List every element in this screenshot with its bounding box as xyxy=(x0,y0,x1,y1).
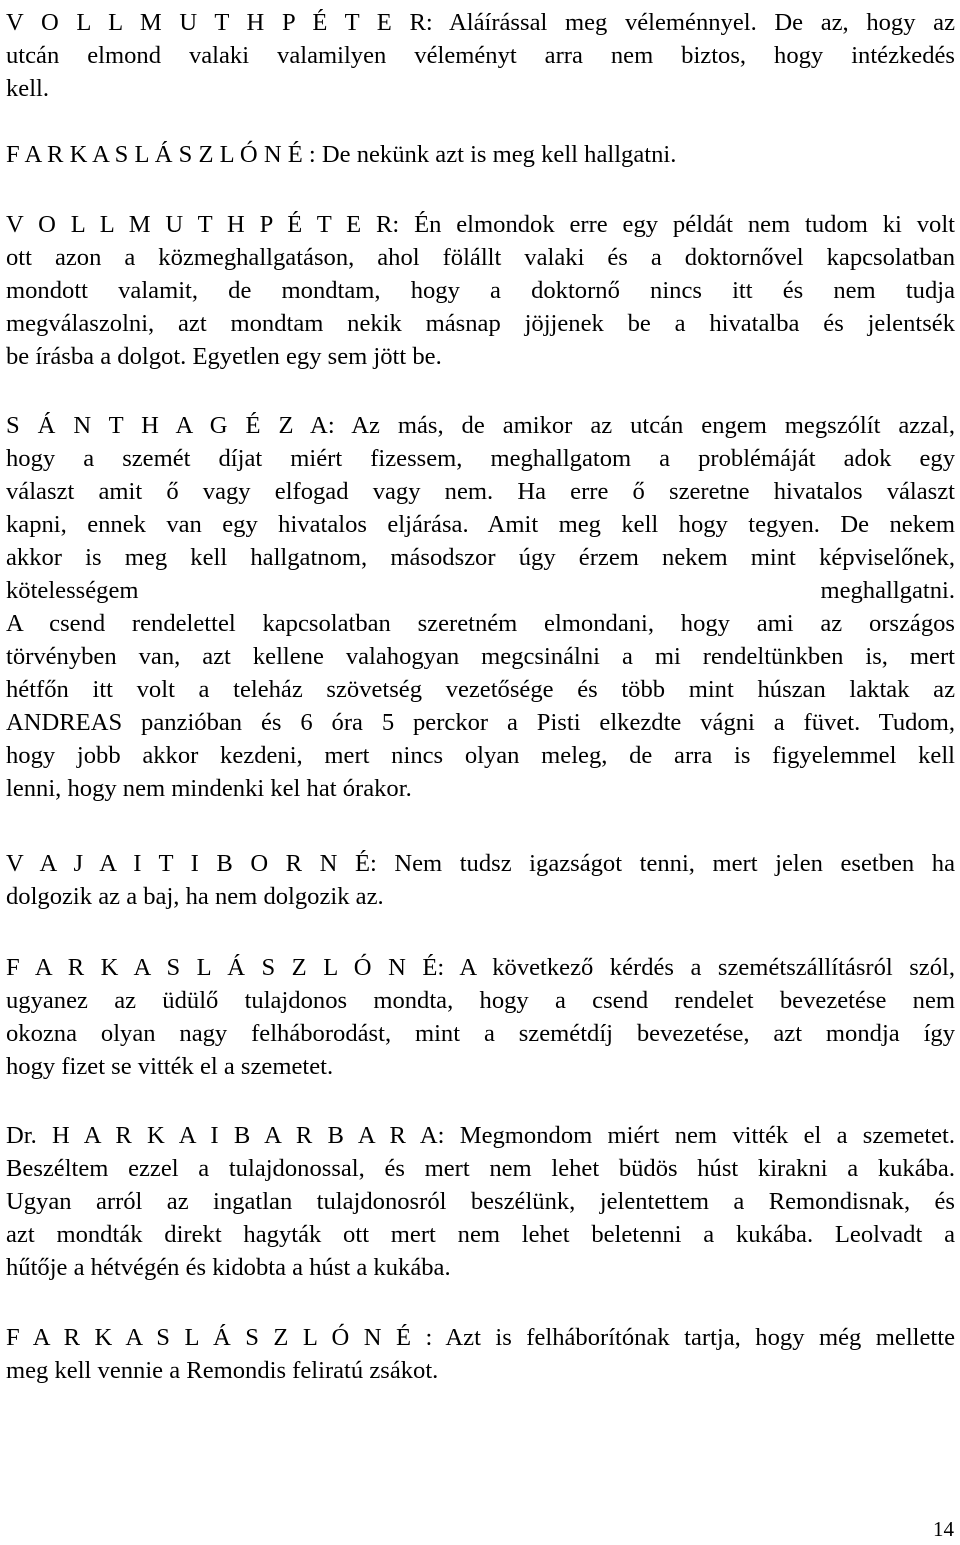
text-line: Ugyan arról az ingatlan tulajdonosról beszélünk, jelentettem a Remondisnak, és xyxy=(6,1188,955,1215)
text-line: hűtője a hétvégén és kidobta a húst a kukába. xyxy=(6,1254,451,1281)
text-line: V O L L M U T H P É T E R: Én elmondok erre egy példát nem tudom ki volt xyxy=(6,211,955,238)
paragraph-6 xyxy=(6,951,955,1083)
text-line: törvényben van, azt kellene valahogyan megcsinálni a mi rendeltünkben is, mert xyxy=(6,643,955,670)
text-line: kell. xyxy=(6,75,50,102)
text-line: hogy jobb akkor kezdeni, mert nincs olyan meleg, de arra is figyelemmel kell xyxy=(6,742,955,769)
page-number: 14 xyxy=(933,1517,954,1541)
text-line: ANDREAS panzióban és 6 óra 5 perckor a Pisti elkezdte vágni a füvet. Tudom, xyxy=(6,709,955,736)
paragraph-4 xyxy=(6,409,955,805)
text-line: V O L L M U T H P É T E R: Aláírással meg véleménnyel. De az, hogy az xyxy=(6,9,955,36)
text-line: dolgozik az a baj, ha nem dolgozik az. xyxy=(6,883,384,910)
text-line: V A J A I T I B O R N É: Nem tudsz igazságot tenni, mert jelen esetben ha xyxy=(6,850,955,877)
text-line: hogy a szemét díjat miért fizessem, meghallgatom a problémáját adok egy xyxy=(6,445,955,472)
paragraph-7 xyxy=(6,1119,955,1284)
paragraph-3 xyxy=(6,208,955,373)
text-line: utcán elmond valaki valamilyen véleményt arra nem biztos, hogy intézkedés xyxy=(6,42,955,69)
text-line: meg kell vennie a Remondis feliratú zsákot. xyxy=(6,1357,439,1384)
text-line: ott azon a közmeghallgatáson, ahol fölállt valaki és a doktornővel kapcsolatban xyxy=(6,244,955,271)
text-line: lenni, hogy nem mindenki kel hat órakor. xyxy=(6,775,412,802)
text-line: választ amit ő vagy elfogad vagy nem. Ha erre ő szeretne hivatalos választ xyxy=(6,478,955,505)
text-line: okozna olyan nagy felháborodást, mint a szemétdíj bevezetése, azt mondja így xyxy=(6,1020,955,1047)
paragraph-2 xyxy=(6,138,955,171)
text-line: hogy fizet se vitték el a szemetet. xyxy=(6,1053,334,1080)
text-line: kötelességem meghallgatni. xyxy=(6,577,955,604)
text-line: akkor is meg kell hallgatnom, másodszor úgy érzem nekem mint képviselőnek, xyxy=(6,544,955,571)
text-line: megválaszolni, azt mondtam nekik másnap jöjjenek be a hivatalba és jelentsék xyxy=(6,310,955,337)
text-line: Beszéltem ezzel a tulajdonossal, és mert nem lehet büdös húst kirakni a kukába. xyxy=(6,1155,955,1182)
paragraph-8 xyxy=(6,1321,955,1387)
paragraph-5 xyxy=(6,847,955,913)
text-line: A csend rendelettel kapcsolatban szeretném elmondani, hogy ami az országos xyxy=(6,610,955,637)
text-line: Dr. H A R K A I B A R B A R A: Megmondom miért nem vitték el a szemetet. xyxy=(6,1122,955,1149)
text-line: mondott valamit, de mondtam, hogy a doktornő nincs itt és nem tudja xyxy=(6,277,955,304)
text-line: ugyanez az üdülő tulajdonos mondta, hogy a csend rendelet bevezetése nem xyxy=(6,987,955,1014)
text-line: S Á N T H A G É Z A: Az más, de amikor az utcán engem megszólít azzal, xyxy=(6,412,955,439)
text-line: hétfőn itt volt a teleház szövetség vezetősége és több mint húszan laktak az xyxy=(6,676,955,703)
text-line: be írásba a dolgot. Egyetlen egy sem jött be. xyxy=(6,343,442,370)
text-line: F A R K A S L Á S Z L Ó N É: A következő kérdés a szemétszállításról szól, xyxy=(6,954,955,981)
paragraph-1 xyxy=(6,6,955,105)
text-line: kapni, ennek van egy hivatalos eljárása. Amit meg kell hogy tegyen. De nekem xyxy=(6,511,955,538)
text-line: F A R K A S L Á S Z L Ó N É : De nekünk azt is meg kell hallgatni. xyxy=(6,141,677,168)
text-line: F A R K A S L Á S Z L Ó N É : Azt is felháborítónak tartja, hogy még mellette xyxy=(6,1324,955,1351)
text-line: azt mondták direkt hagyták ott mert nem lehet beletenni a kukába. Leolvadt a xyxy=(6,1221,955,1248)
